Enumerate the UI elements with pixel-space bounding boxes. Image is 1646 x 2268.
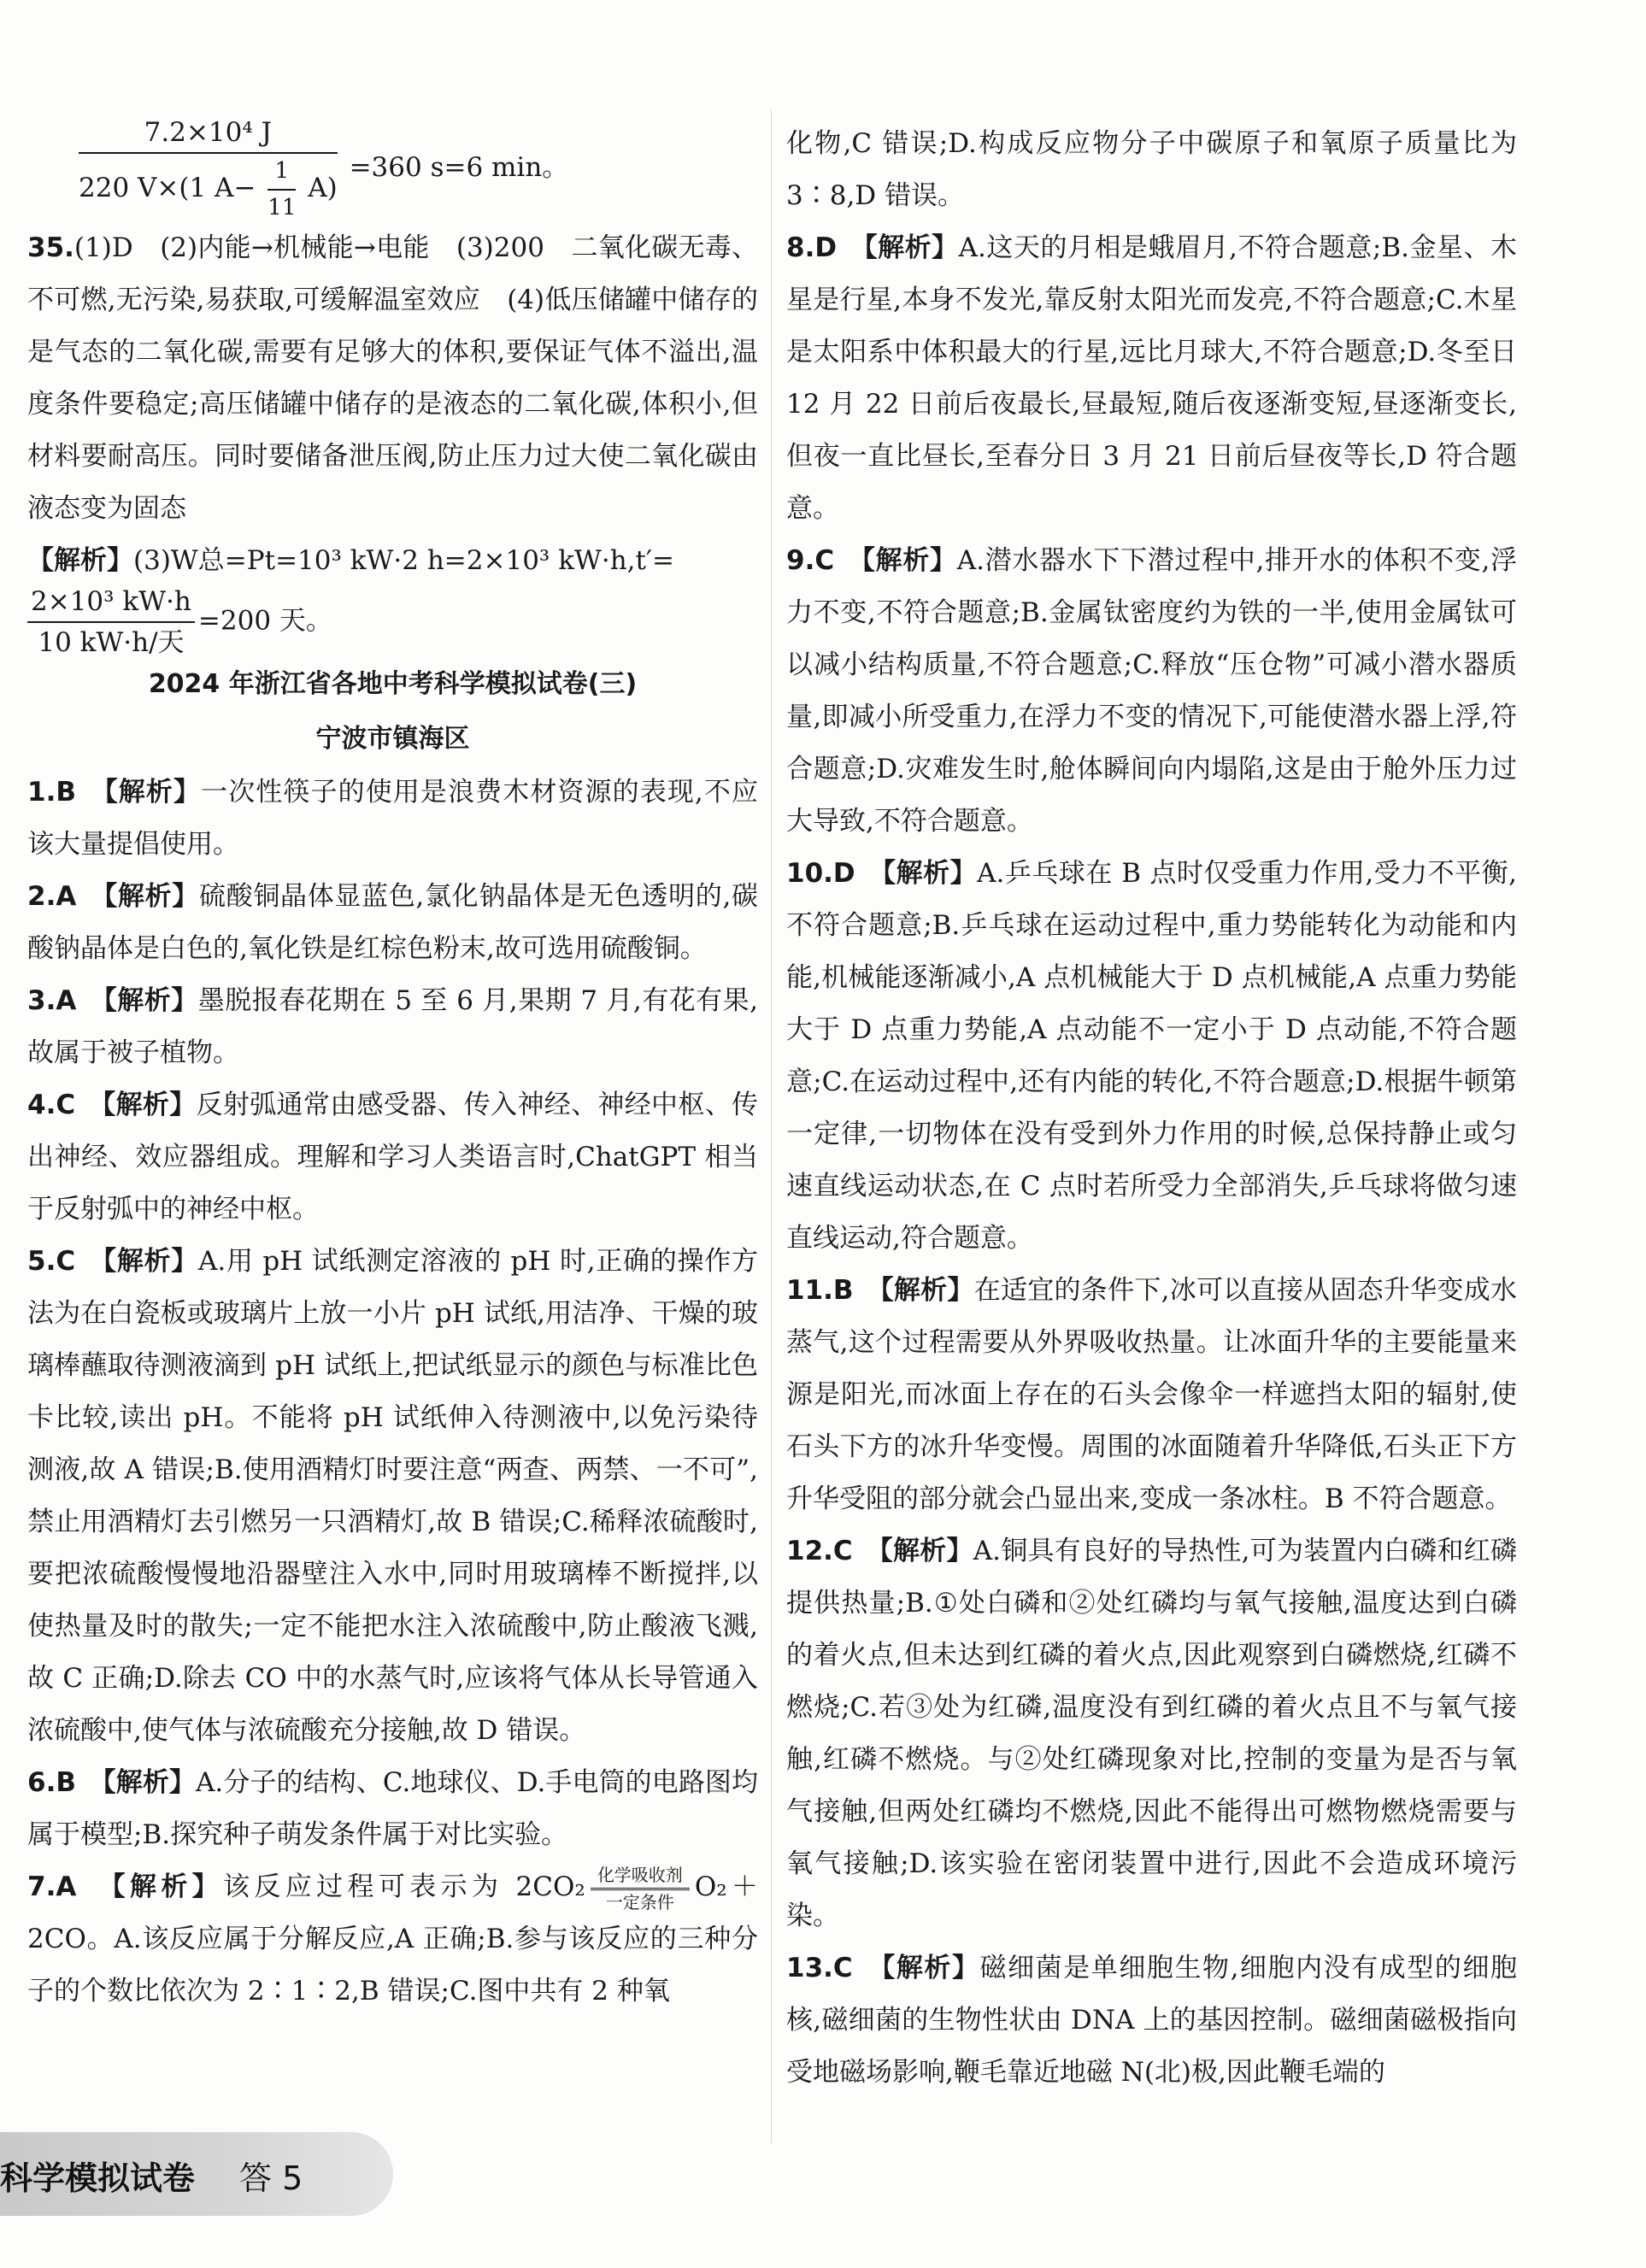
answer-num: 6. (27, 1767, 56, 1799)
answer-item (27, 767, 758, 871)
answer-text: A.这天的月相是蛾眉月,不符合题意;B.金星、木星是行星,本身不发光,靠反射太阳光而发亮,不符合题意;C.木星是太阳系中体积最大的行星,远比月球大,不符合题意;D.冬至日 12 月 22 日前后夜最长,昼最短,随后夜逐渐变短,昼逐渐变长,但夜一直比昼长,至春分日 3 月 21 日前后昼夜等长,D 符合题意。 (786, 232, 1518, 524)
answer-num: 8. (786, 232, 815, 263)
answer-tag: 【解析】 (881, 1953, 980, 1983)
answer-num: 9. (786, 545, 815, 576)
answer-ans: A (56, 881, 77, 913)
answer-tag: 【解析】 (103, 1767, 197, 1799)
answer-tag: 【解析】 (880, 1275, 974, 1306)
answer-text: 硫酸铜晶体显蓝色,氯化钠晶体是无色透明的,碳酸钠晶体是白色的,氧化铁是红棕色粉末,故可选用硫酸铜。 (27, 881, 759, 965)
answer-num: 11. (786, 1275, 833, 1306)
answer-text: 墨脱报春花期在 5 至 6 月,果期 7 月,有花有果,故属于被子植物。 (27, 985, 758, 1069)
answer-ans: C (832, 1953, 853, 1983)
answer-item (786, 1525, 1517, 1942)
answer-item (27, 871, 758, 975)
answer-item (786, 848, 1517, 1265)
answer-item (27, 975, 758, 1079)
answer-item (786, 1265, 1517, 1525)
answer-item (27, 1236, 758, 1757)
answer-tag: 【解析】 (103, 985, 198, 1017)
question-7-continuation: 化物,C 错误;D.构成反应物分子中碳原子和氧原子质量比为 3∶8,D 错误。 (786, 128, 1517, 211)
answer-num: 3. (27, 985, 56, 1017)
answer-text: A.潜水器水下下潜过程中,排开水的体积不变,浮力不变,不符合题意;B.金属钛密度约为铁的一半,使用金属钛可以减小结构质量,不符合题意;C.释放“压仓物”可减小潜水器质量,即减小所受重力,在浮力不变的情况下,可能使潜水器上浮,符合题意;D.灾难发生时,舱体瞬间向内塌陷,这是由于舱外压力过大导致,不符合题意。 (786, 545, 1518, 837)
answer-ans: D (832, 858, 855, 889)
answer-ans: D (814, 232, 838, 263)
time-fraction: $\frac{\text{2×10³ kW·h}}{\text{10 kW·h/天}}$ (27, 587, 195, 657)
formula-result: =360 s=6 min。 (349, 152, 569, 184)
answer-tag: 【解析】 (103, 881, 199, 913)
question-7: 7.A 【解析】该反应过程可表示为 2CO₂ 化学吸收剂 一定条件 O₂＋2CO。A.该反应属于分解反应,A 正确;B.参与该反应的三种分子的个数比依次为 2∶1∶2,B 错误;C.图中共有 2 种氧 (27, 1864, 759, 2007)
answer-text: A.铜具有良好的导热性,可为装置内白磷和红磷提供热量;B.①处白磷和②处红磷均与氧气接触,温度达到白磷的着火点,但未达到红磷的着火点,因此观察到白磷燃烧,红磷不燃烧;C.若③处为红磷,温度没有到红磷的着火点且不与氧气接触,红磷不燃烧。与②处红磷现象对比,控制的变量为是否与氧气接触,但两处红磷均不燃烧,因此不能得出可燃物燃烧需要与氧气接触;D.该实验在密闭装置中进行,因此不会造成环境污染。 (786, 1536, 1518, 1931)
answer-text: A.乒乓球在 B 点时仅受重力作用,受力不平衡,不符合题意;B.乒乓球在运动过程中,重力势能转化为动能和内能,机械能逐渐减小,A 点机械能大于 D 点机械能,A 点重力势能大于 D 点重力势能,A 点动能不一定小于 D 点动能,不符合题意;C.在运动过程中,还有内能的转化,不符合题意;D.根据牛顿第一定律,一切物体在没有受到外力作用的时候,总保持静止或匀速直线运动状态,在 C 点时若所受力全部消失,乒乓球将做匀速直线运动,符合题意。 (786, 858, 1518, 1254)
answer-ans: A (56, 985, 77, 1017)
answer-item (27, 1757, 758, 1861)
question-35-analysis: 【解析】(3)W总=Pt=10³ kW·2 h=2×10³ kW·h,t′= (27, 545, 675, 576)
answer-text: A.用 pH 试纸测定溶液的 pH 时,正确的操作方法为在白瓷板或玻璃片上放一小片 pH 试纸,用洁净、干燥的玻璃棒蘸取待测液滴到 pH 试纸上,把试纸显示的颜色与标准比色卡比较,读出 pH。不能将 pH 试纸伸入待测液中,以免污染待测液,故 A 错误;B.使用酒精灯时要注意“两查、两禁、一不可”,禁止用酒精灯去引燃另一只酒精灯,故 B 错误;C.稀释浓硫酸时,要把浓硫酸慢慢地沿器壁注入水中,同时用玻璃棒不断搅拌,以使热量及时的散失;一定不能把水注入浓硫酸中,防止酸液飞溅,故 C 正确;D.除去 CO 中的水蒸气时,应该将气体从长导管通入浓硫酸中,使气体与浓硫酸充分接触,故 D 错误。 (27, 1246, 758, 1747)
answer-ans: C (56, 1246, 76, 1278)
question-35-fraction-line: $\frac{\text{2×10³ kW·h}}{\text{10 kW·h/天}}$ =200 天。 (27, 587, 758, 657)
answer-ans: C (832, 1536, 853, 1566)
answer-text: 磁细菌是单细胞生物,细胞内没有成型的细胞核,磁细菌的生物性状由 DNA 上的基因控制。磁细菌磁极指向受地磁场影响,鞭毛靠近地磁 N(北)极,因此鞭毛端的 (786, 1953, 1518, 2088)
page-number: 答 5 (239, 2159, 303, 2197)
answer-ans: B (56, 1767, 76, 1799)
formula-fraction (79, 118, 338, 220)
answer-num: 10. (786, 858, 833, 889)
formula-denominator: 220 V×(1 A− $\frac{1}{11}$ A) (79, 158, 338, 220)
answer-ans: C (56, 1090, 76, 1121)
right-answer-list (786, 222, 1517, 2099)
answer-text: 反射弧通常由感受器、传入神经、神经中枢、传出神经、效应器组成。理解和学习人类语言时,ChatGPT 相当于反射弧中的神经中枢。 (27, 1090, 759, 1225)
answer-tag: 【解析】 (104, 777, 202, 808)
answer-item (786, 222, 1517, 535)
answer-ans: C (814, 545, 835, 576)
footer-label: 科学模拟试卷 (0, 2159, 196, 2197)
answer-tag: 【解析】 (882, 858, 978, 889)
answer-tag: 【解析】 (102, 1090, 197, 1121)
answer-text: A.分子的结构、C.地球仪、D.手电筒的电路图均属于模型;B.探究种子萌发条件属于对比实验。 (27, 1767, 759, 1851)
answer-num: 13. (786, 1953, 833, 1983)
section-subtitle: 宁波市镇海区 (315, 724, 470, 755)
answer-tag: 【解析】 (103, 1246, 199, 1278)
answer-tag: 【解析】 (864, 232, 959, 263)
answer-ans: B (832, 1275, 854, 1306)
section-title: 2024 年浙江省各地中考科学模拟试卷(三) (148, 669, 638, 700)
energy-formula (27, 118, 758, 222)
answer-num: 1. (27, 777, 56, 808)
answer-num: 4. (27, 1090, 56, 1121)
inner-fraction: $\frac{1}{11}$ (267, 158, 297, 220)
answer-num: 12. (786, 1536, 833, 1566)
right-column (786, 118, 1517, 2099)
answer-num: 2. (27, 881, 56, 913)
left-column (27, 118, 758, 2018)
answer-item (27, 1079, 758, 1236)
answer-num: 5. (27, 1246, 56, 1278)
formula-numerator: 7.2×10⁴ J (79, 118, 338, 154)
answer-tag: 【解析】 (879, 1536, 973, 1566)
answer-tag: 【解析】 (861, 545, 957, 576)
reaction-condition: 化学吸收剂 一定条件 (591, 1866, 690, 1912)
answer-text: 在适宜的条件下,冰可以直接从固态升华变成水蒸气,这个过程需要从外界吸收热量。让冰面升华的主要能量来源是阳光,而冰面上存在的石头会像伞一样遮挡太阳的辐射,使石头下方的冰升华变慢。周围的冰面随着升华降低,石头正下方升华受阻的部分就会凸显出来,变成一条冰柱。B 不符合题意。 (786, 1275, 1517, 1514)
question-35: 35.(1)D (2)内能→机械能→电能 (3)200 二氧化碳无毒、不可燃,无污染,易获取,可缓解温室效应 (4)低压储罐中储存的是气态的二氧化碳,需要有足够大的体积,要保证气体不溢出,温度条件要稳定;高压储罐中储存的是液态的二氧化碳,体积小,但材料要耐高压。同时要储备泄压阀,防止压力过大使二氧化碳由液态变为固态 (27, 232, 758, 524)
answer-ans: B (56, 777, 76, 808)
answer-item (786, 535, 1517, 848)
left-answer-list (27, 767, 758, 1861)
answer-text: 一次性筷子的使用是浪费木材资源的表现,不应该大量提倡使用。 (27, 777, 758, 861)
answer-item (786, 1942, 1517, 2099)
column-divider (771, 109, 772, 2143)
